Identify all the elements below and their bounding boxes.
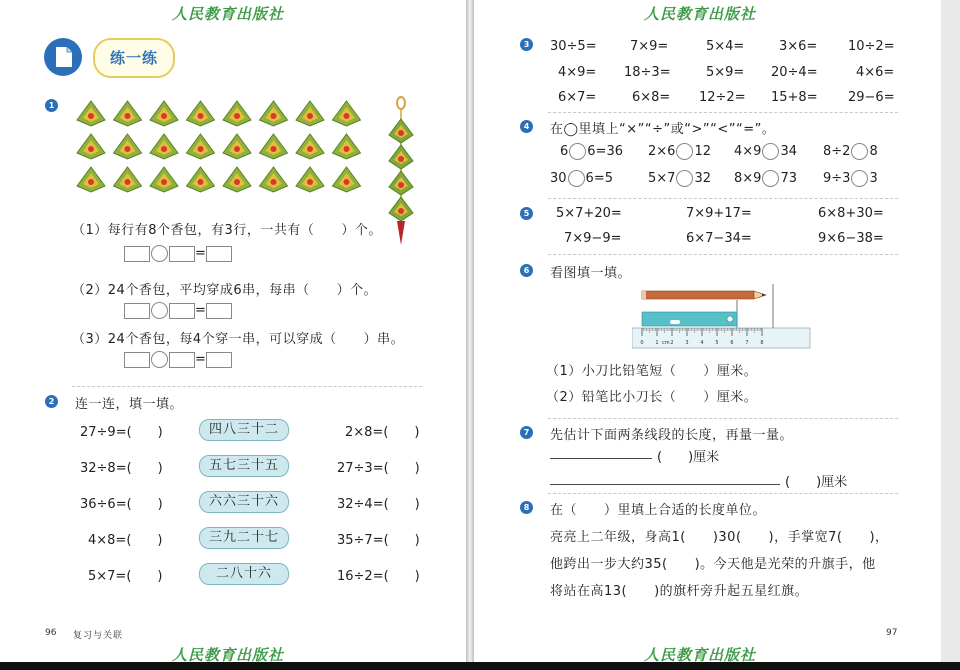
q4-item: 2×6 12: [648, 144, 711, 159]
sachet: [77, 101, 105, 126]
q6-instruction: 看图填一填。: [550, 266, 632, 281]
question-number-7: 7: [520, 426, 533, 439]
q2-multiplication-rhyme[interactable]: 五七三十五: [199, 455, 289, 477]
q3-problem[interactable]: 12÷2=: [699, 90, 746, 105]
q4-item: 5×7 32: [648, 171, 711, 186]
question-number-2: 2: [45, 395, 58, 408]
q2-right-item[interactable]: 32÷4=( ): [337, 497, 420, 512]
question-number-8: 8: [520, 501, 533, 514]
publisher-header: 人民教育出版社: [172, 5, 285, 23]
operator-circle[interactable]: [568, 170, 585, 187]
divider: [72, 386, 422, 387]
q2-multiplication-rhyme[interactable]: 二八十六: [199, 563, 289, 585]
q7-answer-1[interactable]: ( )厘米: [657, 450, 720, 465]
sachet-grid: [75, 98, 365, 198]
publisher-footer: 人民教育出版社: [644, 646, 757, 662]
sachet: [150, 101, 178, 126]
sachet: [333, 167, 361, 192]
q2-left-item[interactable]: 27÷9=( ): [80, 425, 163, 440]
comparison-circle[interactable]: [851, 143, 868, 160]
q5-problem[interactable]: 9×6−38=: [818, 231, 884, 246]
q3-problem[interactable]: 6×8=: [632, 90, 671, 105]
q3-problem[interactable]: 10÷2=: [848, 39, 895, 54]
ruler-tick-label: 3: [685, 340, 689, 346]
ruler-tick-label: 5: [715, 340, 719, 346]
ruler-unit-label: cm: [662, 340, 670, 346]
q2-right-item[interactable]: 27÷3=( ): [337, 461, 420, 476]
q2-left-item[interactable]: 5×7=( ): [88, 569, 163, 584]
ruler-figure: [632, 282, 812, 352]
sachet: [296, 167, 324, 192]
page-number-left: 96: [45, 628, 57, 638]
q8-line-1: 亮亮上二年级，身高1( )30( )，手掌宽7( )，: [550, 530, 889, 545]
q7-answer-2[interactable]: ( )厘米: [785, 475, 848, 490]
q2-instruction: 连一连，填一填。: [75, 397, 184, 412]
q2-multiplication-rhyme[interactable]: 四八三十二: [199, 419, 289, 441]
q3-problem[interactable]: 7×9=: [630, 39, 669, 54]
q2-right-item[interactable]: 2×8=( ): [345, 425, 420, 440]
sachet: [77, 134, 105, 159]
comparison-circle[interactable]: [762, 143, 779, 160]
q3-problem[interactable]: 4×9=: [558, 65, 597, 80]
q3-problem[interactable]: 4×6=: [856, 65, 895, 80]
q8-line-2: 他跨出一步大约35( )。今天他是光荣的升旗手，他: [550, 557, 876, 572]
sachet: [260, 101, 288, 126]
q3-problem[interactable]: 6×7=: [558, 90, 597, 105]
q4-item: 4×9 34: [734, 144, 797, 159]
sachet: [150, 134, 178, 159]
ruler-tick-label: 6: [730, 340, 734, 346]
q3-problem[interactable]: 30÷5=: [550, 39, 597, 54]
sachet: [260, 167, 288, 192]
line-segment-2: [550, 484, 780, 485]
q5-problem[interactable]: 7×9+17=: [686, 206, 752, 221]
q3-problem[interactable]: 15+8=: [771, 90, 818, 105]
ruler-tick-label: 1: [655, 340, 659, 346]
q1-part-1: （1）每行有8个香包，有3行，一共有（ ）个。: [72, 223, 382, 238]
q3-problem[interactable]: 3×6=: [779, 39, 818, 54]
q5-problem[interactable]: 6×7−34=: [686, 231, 752, 246]
q1-equation-1: =: [124, 245, 232, 262]
answer-box[interactable]: [169, 303, 195, 319]
q2-right-item[interactable]: 35÷7=( ): [337, 533, 420, 548]
hanging-sachet: [389, 119, 413, 143]
section-title: 练一练: [93, 38, 175, 78]
q4-instruction: 在◯里填上“×”“÷”或“>”“<”“=”。: [550, 122, 776, 137]
pencil: [642, 291, 766, 299]
q4-item: 9÷3 3: [823, 171, 878, 186]
divider: [548, 254, 898, 255]
comparison-circle[interactable]: [676, 143, 693, 160]
ruler-tick-label: 0: [640, 340, 644, 346]
question-number-3: 3: [520, 38, 533, 51]
ruler-tick-label: 7: [745, 340, 749, 346]
q5-problem[interactable]: 5×7+20=: [556, 206, 622, 221]
sachet: [296, 101, 324, 126]
q2-left-item[interactable]: 36÷6=( ): [80, 497, 163, 512]
q6-part-1: （1）小刀比铅笔短（ ）厘米。: [546, 364, 758, 379]
q1-part-3: （3）24个香包，每4个穿一串，可以穿成（ ）串。: [72, 332, 405, 347]
q4-item: 8÷2 8: [823, 144, 878, 159]
answer-box[interactable]: [206, 246, 232, 262]
divider: [548, 198, 898, 199]
viewer-edge: [941, 0, 960, 662]
comparison-circle[interactable]: [676, 170, 693, 187]
answer-box[interactable]: [124, 303, 150, 319]
book-gutter: [466, 0, 474, 662]
q2-left-item[interactable]: 4×8=( ): [88, 533, 163, 548]
answer-box[interactable]: [206, 303, 232, 319]
answer-box[interactable]: [169, 352, 195, 368]
q3-problem[interactable]: 29−6=: [848, 90, 895, 105]
left-page: [0, 0, 466, 662]
q8-line-3: 将站在高13( )的旗杆旁升起五星红旗。: [550, 584, 809, 599]
q1-equation-2: =: [124, 302, 232, 319]
q2-multiplication-rhyme[interactable]: 三九二十七: [199, 527, 289, 549]
sachet: [187, 101, 215, 126]
line-segment-1: [550, 458, 652, 459]
sachet: [114, 134, 142, 159]
sachet: [187, 167, 215, 192]
ruler-tick-label: 8: [760, 340, 764, 346]
q2-left-item[interactable]: 32÷8=( ): [80, 461, 163, 476]
q7-instruction: 先估计下面两条线段的长度，再量一量。: [550, 428, 794, 443]
q5-problem[interactable]: 6×8+30=: [818, 206, 884, 221]
q2-right-item[interactable]: 16÷2=( ): [337, 569, 420, 584]
page-number-right: 97: [886, 628, 898, 638]
viewer-bottom-bar: [0, 662, 960, 670]
sachet: [223, 101, 251, 126]
ruler-tick-label: 4: [700, 340, 704, 346]
ruler-tick-label: 2: [670, 340, 674, 346]
sachet: [260, 134, 288, 159]
q1-equation-3: =: [124, 351, 232, 368]
question-number-1: 1: [45, 99, 58, 112]
publisher-header: 人民教育出版社: [644, 5, 757, 23]
sachet: [333, 101, 361, 126]
operator-circle[interactable]: [151, 351, 168, 368]
operator-circle[interactable]: [151, 245, 168, 262]
answer-box[interactable]: [124, 246, 150, 262]
divider: [548, 112, 898, 113]
sachet: [114, 167, 142, 192]
q3-problem[interactable]: 5×4=: [706, 39, 745, 54]
question-number-4: 4: [520, 120, 533, 133]
q1-part-2: （2）24个香包，平均穿成6串，每串（ ）个。: [72, 283, 378, 298]
q5-problem[interactable]: 7×9−9=: [564, 231, 622, 246]
answer-box[interactable]: [206, 352, 232, 368]
sachet: [223, 134, 251, 159]
answer-box[interactable]: [169, 246, 195, 262]
q4-item: 6 6=36: [560, 144, 623, 159]
q3-problem[interactable]: 18÷3=: [624, 65, 671, 80]
comparison-circle[interactable]: [762, 170, 779, 187]
sachet: [150, 167, 178, 192]
right-page: [474, 0, 941, 662]
exercise-icon: [44, 38, 82, 76]
ruler: [632, 328, 810, 348]
divider: [548, 493, 898, 494]
sachet: [77, 167, 105, 192]
q4-item: 8×9 73: [734, 171, 797, 186]
q2-multiplication-rhyme[interactable]: 六六三十六: [199, 491, 289, 513]
q6-part-2: （2）铅笔比小刀长（ ）厘米。: [546, 390, 758, 405]
q3-problem[interactable]: 5×9=: [706, 65, 745, 80]
q4-item: 30 6=5: [550, 171, 613, 186]
sachet: [333, 134, 361, 159]
utility-knife: [642, 312, 737, 326]
sachet: [114, 101, 142, 126]
question-number-6: 6: [520, 264, 533, 277]
answer-box[interactable]: [124, 352, 150, 368]
q3-problem[interactable]: 20÷4=: [771, 65, 818, 80]
footer-section-label: 复习与关联: [73, 631, 124, 641]
sachet: [223, 167, 251, 192]
sachet: [187, 134, 215, 159]
operator-circle[interactable]: [569, 143, 586, 160]
sachet: [296, 134, 324, 159]
publisher-footer: 人民教育出版社: [172, 646, 285, 662]
q8-instruction: 在（ ）里填上合适的长度单位。: [550, 503, 767, 518]
sachet-string-picture: [383, 95, 419, 247]
question-number-5: 5: [520, 207, 533, 220]
operator-circle[interactable]: [151, 302, 168, 319]
divider: [548, 418, 898, 419]
comparison-circle[interactable]: [851, 170, 868, 187]
